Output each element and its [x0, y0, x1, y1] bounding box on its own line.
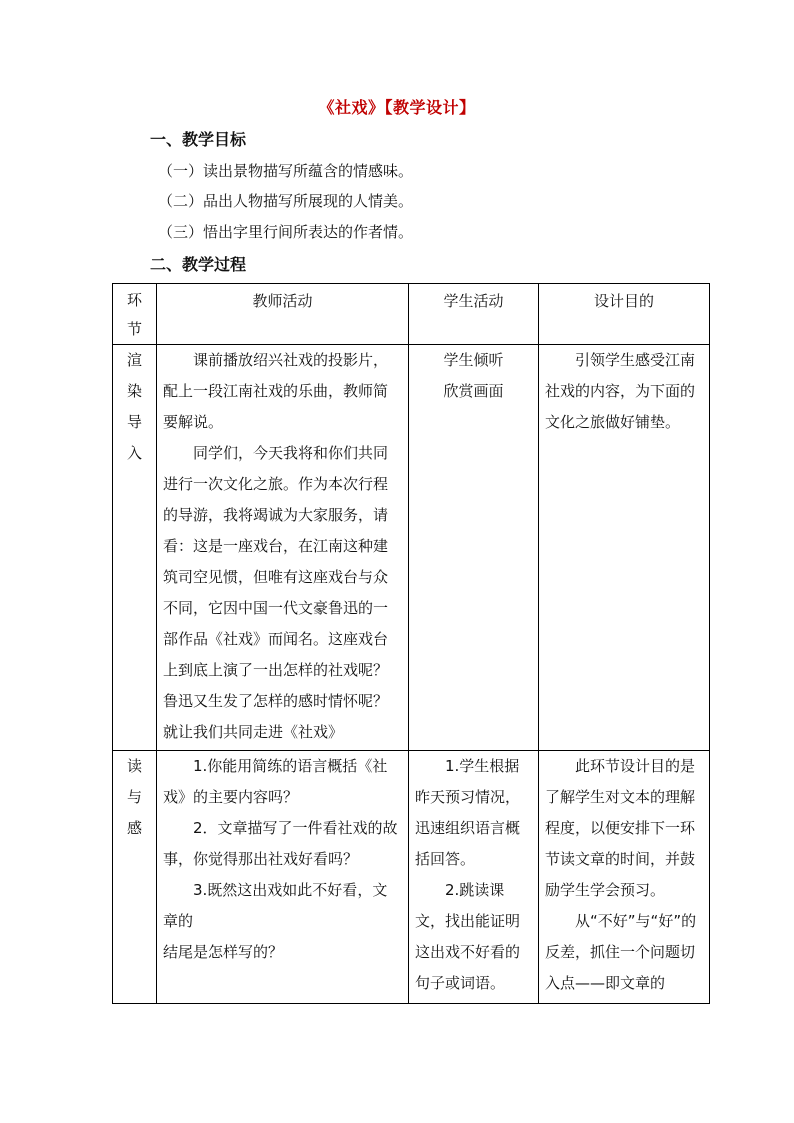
stage-cell: 读 与 感 — [113, 751, 157, 1004]
goal-item: （一）读出景物描写所蕴含的情感味。 — [158, 162, 414, 180]
goal-item: （二）品出人物描写所展现的人情美。 — [158, 192, 414, 210]
table-header-row — [113, 284, 710, 345]
design-purpose-cell: 引领学生感受江南社戏的内容，为下面的文化之旅做好铺垫。 — [539, 345, 710, 751]
design-purpose-cell: 此环节设计目的是了解学生对文本的理解程度，以便安排下一环节读文章的时间，并鼓励学生学会预习。 从“不好”与“好”的反差，抓住一个问题切入点——即文章的 — [539, 751, 710, 1004]
goal-item: （三）悟出字里行间所表达的作者情。 — [158, 223, 414, 241]
student-activity-cell: 1.学生根据昨天预习情况，迅速组织语言概括回答。 2.跳读课文，找出能证明这出戏不好看的句子或词语。 — [409, 751, 539, 1004]
section-heading-process: 二、教学过程 — [150, 255, 247, 274]
header-stage: 环 节 — [113, 284, 157, 345]
teaching-process-table — [112, 283, 710, 1004]
teacher-activity-cell: 课前播放绍兴社戏的投影片，配上一段江南社戏的乐曲，教师简要解说。 同学们，今天我将和你们共同进行一次文化之旅。作为本次行程的导游，我将竭诚为大家服务，请看：这是一座戏台，在江南这种建筑司空见惯，但唯有这座戏台与众不同，它因中国一代文豪鲁迅的一部作品《社戏》而闻名。这座戏台上到底上演了一出怎样的社戏呢？鲁迅又生发了怎样的感时情怀呢？就让我们共同走进《社戏》 — [157, 345, 409, 751]
table-row — [113, 751, 710, 1004]
section-heading-goals: 一、教学目标 — [150, 130, 247, 149]
table-row — [113, 345, 710, 751]
teacher-activity-cell: 1.你能用简练的语言概括《社戏》的主要内容吗？ 2．文章描写了一件看社戏的故事，你觉得那出社戏好看吗？ 3.既然这出戏如此不好看，文章的 结尾是怎样写的？ — [157, 751, 409, 1004]
header-purpose: 设计目的 — [539, 284, 710, 345]
stage-cell: 渲 染 导 入 — [113, 345, 157, 751]
student-activity-cell: 学生倾听 欣赏画面 — [409, 345, 539, 751]
document-title: 《社戏》【教学设计】 — [318, 98, 476, 117]
header-teacher: 教师活动 — [157, 284, 409, 345]
header-student: 学生活动 — [409, 284, 539, 345]
